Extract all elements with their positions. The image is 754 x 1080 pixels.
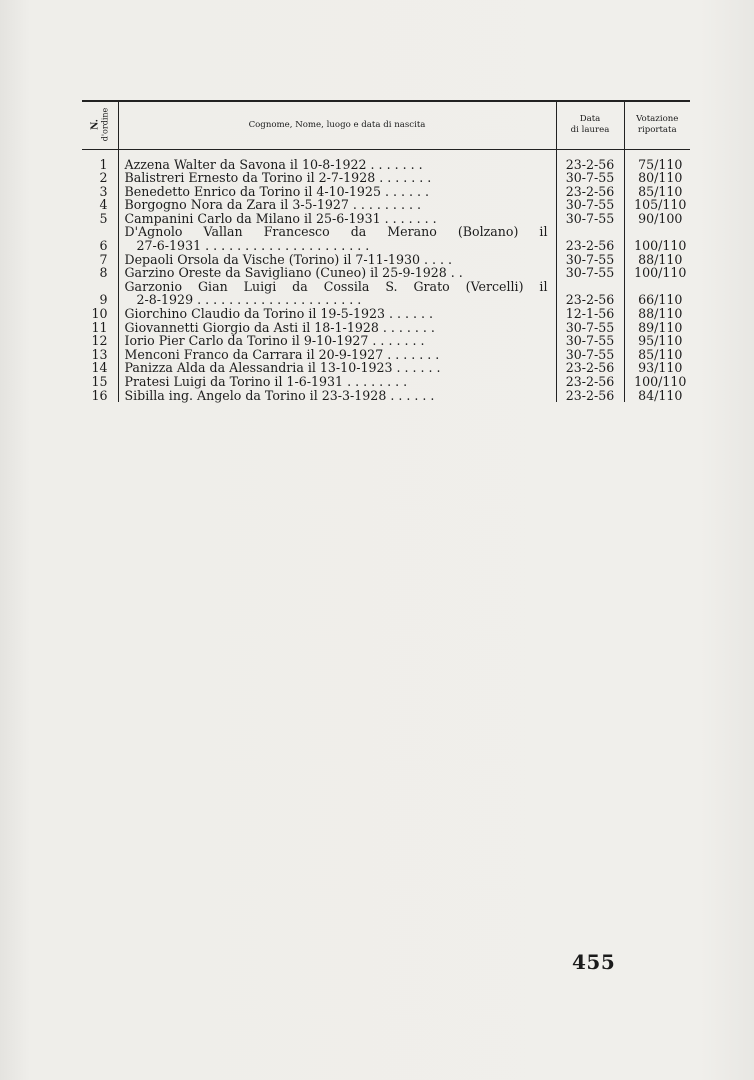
row-date: 30-7-55 <box>556 212 624 226</box>
row-number: 13 <box>82 348 118 362</box>
row-grade: 88/110 <box>638 251 683 267</box>
row-date: 30-7-55 <box>556 253 624 267</box>
row-name: Menconi Franco da Carrara il 20-9-1927 . . . . . . . <box>124 346 440 362</box>
row-name-line2: 2-8-1929 . . . . . . . . . . . . . . . . . . . . . <box>136 292 362 308</box>
row-date: 23-2-56 <box>556 158 624 172</box>
row-name: Giovannetti Giorgio da Asti il 18-1-1928 . . . . . . . <box>124 319 435 335</box>
table-row <box>82 225 690 252</box>
row-grade: 105/110 <box>634 197 687 213</box>
row-name <box>118 280 556 307</box>
row-number: 7 <box>82 253 118 267</box>
row-number: 16 <box>82 389 118 403</box>
row-grade: 75/110 <box>638 156 683 172</box>
row-date: 23-2-56 <box>556 225 624 252</box>
row-number: 2 <box>82 171 118 185</box>
row-name: Garzino Oreste da Savigliano (Cuneo) il 25-9-1928 . . <box>124 265 463 281</box>
row-grade: 100/110 <box>634 265 687 281</box>
row-grade: 89/110 <box>638 319 683 335</box>
row-number: 3 <box>82 185 118 199</box>
table-row <box>82 266 690 280</box>
row-grade: 95/110 <box>638 333 683 349</box>
row-name: Iorio Pier Carlo da Torino il 9-10-1927 . . . . . . . <box>124 333 425 349</box>
table-row <box>82 321 690 335</box>
row-number: 10 <box>82 307 118 321</box>
row-number: 4 <box>82 198 118 212</box>
row-name: Depaoli Orsola da Vische (Torino) il 7-11-1930 . . . . <box>124 251 453 267</box>
row-date: 30-7-55 <box>556 266 624 280</box>
header-vot-line2: riportata <box>637 125 677 136</box>
page-number: 455 <box>572 950 616 974</box>
row-date: 23-2-56 <box>556 185 624 199</box>
header-num-line2: d'ordine <box>100 107 110 142</box>
header-data-line2: di laurea <box>570 125 610 136</box>
header-graduation-date <box>556 101 624 149</box>
row-grade: 80/110 <box>638 170 683 186</box>
row-name: Benedetto Enrico da Torino il 4-10-1925 . . . . . . <box>124 183 430 199</box>
row-grade: 84/110 <box>638 387 683 403</box>
header-order-number <box>82 101 118 149</box>
row-date: 30-7-55 <box>556 171 624 185</box>
table-row <box>82 253 690 267</box>
row-name: Sibilla ing. Angelo da Torino il 23-3-1928 . . . . . . <box>124 387 435 403</box>
row-number: 11 <box>82 321 118 335</box>
row-date: 30-7-55 <box>556 321 624 335</box>
row-name-line1: D'Agnolo Vallan Francesco da Merano (Bolzano) il <box>124 224 548 240</box>
row-name: Panizza Alda da Alessandria il 13-10-1923 . . . . . . <box>124 360 441 376</box>
table-row <box>82 171 690 185</box>
row-name: Campanini Carlo da Milano il 25-6-1931 . . . . . . . <box>124 210 437 226</box>
row-date: 30-7-55 <box>556 334 624 348</box>
row-name: Pratesi Luigi da Torino il 1-6-1931 . . . . . . . . <box>124 374 408 389</box>
row-grade: 85/110 <box>638 346 683 362</box>
table-row <box>82 307 690 321</box>
row-grade: 100/110 <box>634 238 687 254</box>
table-row <box>82 158 690 172</box>
row-number: 14 <box>82 361 118 375</box>
row-number: 15 <box>82 375 118 389</box>
row-number: 6 <box>82 225 118 252</box>
row-number: 9 <box>82 280 118 307</box>
row-date: 23-2-56 <box>556 361 624 375</box>
header-data-line1: Data <box>579 114 601 125</box>
header-name: Cognome, Nome, luogo e data di nascita <box>118 101 556 149</box>
row-grade: 100/110 <box>634 374 687 389</box>
row-number: 1 <box>82 158 118 172</box>
row-date: 30-7-55 <box>556 198 624 212</box>
table-row <box>82 212 690 226</box>
row-grade: 93/110 <box>638 360 683 376</box>
row-name-line2: 27-6-1931 . . . . . . . . . . . . . . . . . . . . . <box>136 238 370 254</box>
row-date: 23-2-56 <box>556 375 624 389</box>
row-grade: 88/110 <box>638 306 683 322</box>
graduates-table <box>82 100 690 402</box>
row-date: 12-1-56 <box>556 307 624 321</box>
row-name: Balistreri Ernesto da Torino il 2-7-1928 . . . . . . . <box>124 170 432 186</box>
table-header-row <box>82 101 690 149</box>
row-number: 8 <box>82 266 118 280</box>
row-number: 12 <box>82 334 118 348</box>
table-row <box>82 361 690 375</box>
row-name: Azzena Walter da Savona il 10-8-1922 . . . . . . . <box>124 156 423 172</box>
row-date: 23-2-56 <box>556 389 624 403</box>
row-name: Borgogno Nora da Zara il 3-5-1927 . . . . . . . . . <box>124 197 421 213</box>
table-row <box>82 185 690 199</box>
table-row <box>82 375 690 389</box>
table-row <box>82 280 690 307</box>
header-grade <box>624 101 690 149</box>
table-row <box>82 334 690 348</box>
row-name: Giorchino Claudio da Torino il 19-5-1923 . . . . . . <box>124 306 434 322</box>
row-date: 30-7-55 <box>556 348 624 362</box>
row-number: 5 <box>82 212 118 226</box>
header-vot-line1: Votazione <box>636 114 679 125</box>
row-name <box>118 225 556 252</box>
row-date: 23-2-56 <box>556 280 624 307</box>
row-grade: 85/110 <box>638 183 683 199</box>
table-row <box>82 389 690 403</box>
header-num-line1: N. <box>90 118 101 130</box>
graduates-table-container <box>82 100 687 403</box>
row-grade: 66/110 <box>638 292 683 308</box>
table-row <box>82 348 690 362</box>
row-name-line1: Garzonio Gian Luigi da Cossila S. Grato (Vercelli) il <box>124 278 548 294</box>
row-grade: 90/100 <box>638 210 683 226</box>
table-row <box>82 198 690 212</box>
